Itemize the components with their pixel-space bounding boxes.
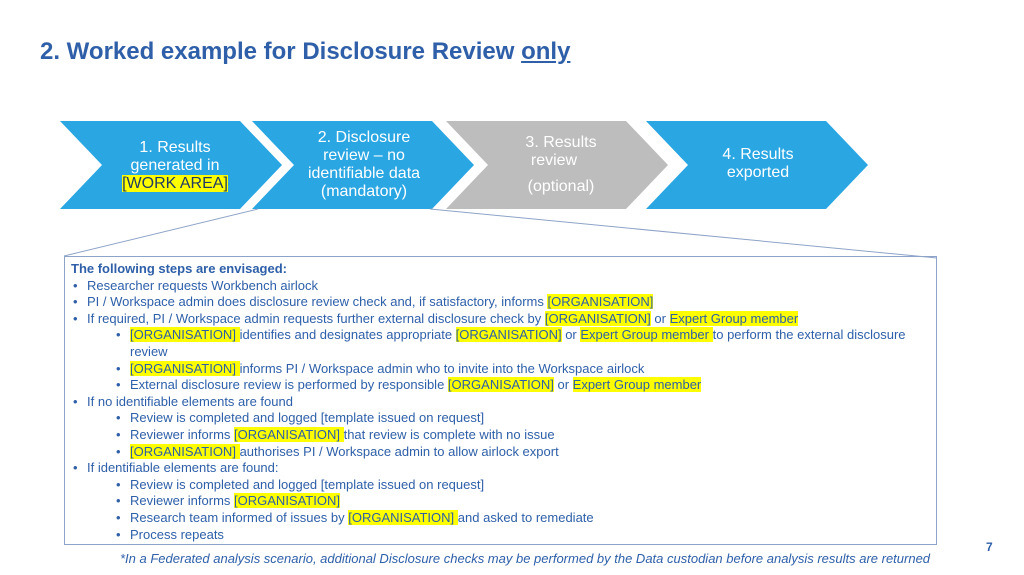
highlight-organisation: [ORGANISATION]: [447, 377, 554, 393]
list-item: • If identifiable elements are found:: [73, 460, 279, 476]
step-4-line-2: exported: [726, 164, 790, 181]
step-1-line-1: 1. Results: [139, 139, 211, 156]
step-1-work-area: [WORK AREA]: [122, 175, 228, 192]
list-item: • [ORGANISATION] identifies and designates appropriate [ORGANISATION] or Expert Group member to perform the external disclosure review: [116, 327, 906, 359]
list-item: • If no identifiable elements are found: [73, 393, 293, 409]
list-item: • [ORGANISATION] informs PI / Workspace admin who to invite into the Workspace airlock: [116, 360, 645, 376]
envisaged-steps-heading: The following steps are envisaged:: [71, 261, 287, 276]
step-3-line-2: review: [530, 152, 578, 169]
bullet-icon: •: [116, 426, 121, 442]
step-1-line-2: generated in: [130, 157, 220, 174]
step-4-line-1: 4. Results: [722, 146, 794, 163]
step-3-line-3: (optional): [527, 178, 595, 195]
highlight-organisation: [ORGANISATION]: [234, 426, 344, 442]
bullet-icon: •: [116, 509, 121, 525]
list-item: • [ORGANISATION] authorises PI / Workspace admin to allow airlock export: [116, 443, 559, 459]
bullet-icon: •: [116, 443, 121, 459]
bullet-icon: •: [116, 360, 121, 376]
list-item: • Reviewer informs [ORGANISATION] that review is complete with no issue: [116, 426, 555, 442]
highlight-organisation: [ORGANISATION]: [544, 310, 651, 326]
callout-connector-right: [430, 209, 937, 258]
bullet-icon: •: [73, 294, 78, 310]
list-item: • Researcher requests Workbench airlock: [73, 277, 318, 293]
step-1-label: [110, 139, 240, 193]
list-item: • PI / Workspace admin does disclosure review check and, if satisfactory, informs [ORGANISATION]: [73, 294, 654, 310]
step-3-label: [496, 134, 626, 196]
title-main: 2. Worked example for Disclosure Review: [40, 38, 522, 65]
list-item: • Review is completed and logged [template issued on request]: [116, 410, 485, 426]
list-item: • Research team informed of issues by [ORGANISATION] and asked to remediate: [116, 509, 594, 525]
step-4-label: [690, 146, 826, 182]
page-number: 7: [986, 540, 993, 554]
callout-connector-left: [64, 209, 258, 256]
highlight-organisation: [ORGANISATION]: [130, 327, 240, 343]
envisaged-steps-box: [64, 256, 937, 545]
highlight-organisation: [ORGANISATION]: [348, 509, 458, 525]
step-2-label: [296, 129, 432, 201]
footnote: *In a Federated analysis scenario, additional Disclosure checks may be performed by the Data custodian before analysis results are returned: [120, 551, 931, 566]
list-item: • Reviewer informs [ORGANISATION]: [116, 493, 340, 509]
bullet-icon: •: [116, 327, 121, 343]
bullet-icon: •: [73, 310, 78, 326]
bullet-icon: •: [116, 526, 121, 542]
list-item: • Review is completed and logged [template issued on request]: [116, 476, 485, 492]
highlight-organisation: [ORGANISATION]: [455, 327, 562, 343]
bullet-icon: •: [116, 493, 121, 509]
step-2-line-3: identifiable data: [307, 165, 421, 182]
step-2-line-4: (mandatory): [320, 183, 408, 200]
highlight-expert-group: Expert Group member: [580, 327, 713, 343]
bullet-icon: •: [116, 410, 121, 426]
highlight-organisation: [ORGANISATION]: [547, 294, 654, 310]
title-emphasis: only: [521, 38, 571, 65]
list-item: • If required, PI / Workspace admin requests further external disclosure check by [ORGANISATION] or Expert Group member: [73, 310, 799, 326]
bullet-icon: •: [73, 460, 78, 476]
bullet-icon: •: [116, 377, 121, 393]
bullet-icon: •: [73, 277, 78, 293]
list-item: • External disclosure review is performed by responsible [ORGANISATION] or Expert Group member: [116, 377, 702, 393]
bullet-icon: •: [73, 393, 78, 409]
step-2-line-1: 2. Disclosure: [317, 129, 411, 146]
bullet-icon: •: [116, 476, 121, 492]
highlight-expert-group: Expert Group member: [669, 310, 799, 326]
step-3-line-1: 3. Results: [525, 134, 597, 151]
highlight-organisation: [ORGANISATION]: [130, 360, 240, 376]
highlight-organisation: [ORGANISATION]: [130, 443, 240, 459]
highlight-expert-group: Expert Group member: [572, 377, 702, 393]
highlight-organisation: [ORGANISATION]: [234, 493, 340, 509]
step-2-line-2: review – no: [323, 147, 405, 164]
list-item: • Process repeats: [116, 526, 224, 542]
